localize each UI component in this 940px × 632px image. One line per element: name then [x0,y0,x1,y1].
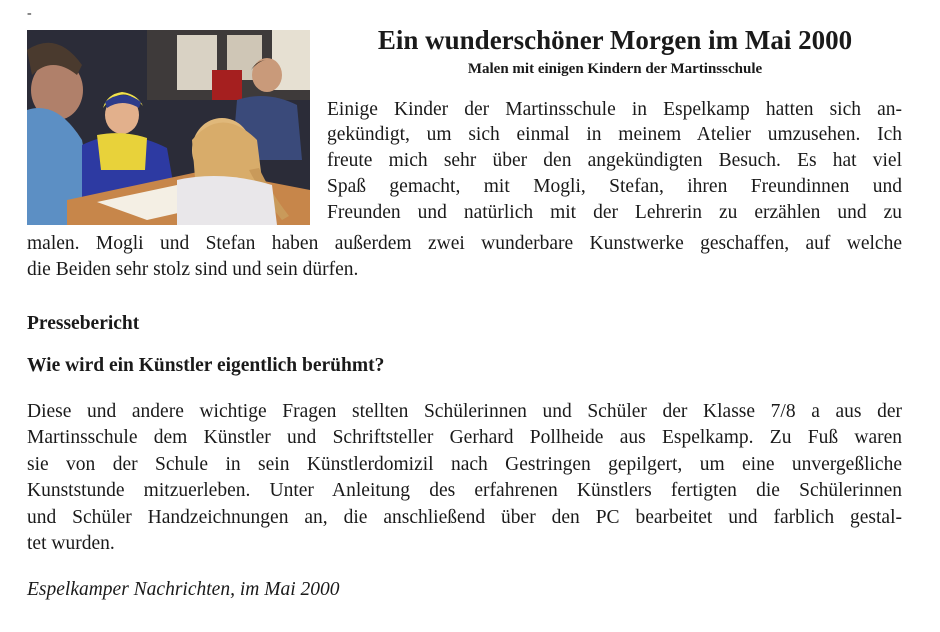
article-subtitle: Malen mit einigen Kindern der Martinsschule [467,61,763,77]
press-line: Kunststunde mitzuerleben. Unter Anleitung des erfahrenen Künstlers fertigten die Schülerinnen [27,480,902,501]
intro-line: die Beiden sehr stolz sind und sein dürfen. [27,259,359,280]
press-heading: Pressebericht [27,313,140,334]
intro-line: Spaß gemacht, mit Mogli, Stefan, ihren Freundinnen und [327,176,902,197]
intro-line: Einige Kinder der Martinsschule in Espelkamp hatten sich an- [327,99,902,120]
press-question: Wie wird ein Künstler eigentlich berühmt? [27,355,385,376]
classroom-photo [27,30,310,225]
press-line: Diese und andere wichtige Fragen stellten Schülerinnen und Schüler der Klasse 7/8 a aus der [27,401,902,422]
intro-line: freute mich sehr über den angekündigten Besuch. Es hat viel [327,150,902,171]
intro-line: Freunden und natürlich mit der Lehrerin zu erzählen und zu [327,202,902,223]
article-title: Ein wunderschöner Morgen im Mai 2000 [377,25,853,55]
intro-line: malen. Mogli und Stefan haben außerdem zwei wunderbare Kunstwerke geschaffen, auf welche [27,233,902,254]
press-line: tet wurden. [27,533,115,554]
intro-line: gekündigt, um sich einmal in meinem Atelier umzusehen. Ich [327,124,902,145]
press-line: und Schüler Handzeichnungen an, die anschließend über den PC bearbeitet und farblich gestal- [27,507,902,528]
press-line: sie von der Schule in sein Künstlerdomizil nach Gestringen gepilgert, um eine unvergeßliche [27,454,902,475]
press-source: Espelkamper Nachrichten, im Mai 2000 [27,579,340,600]
press-line: Martinsschule dem Künstler und Schriftsteller Gerhard Pollheide aus Espelkamp. Zu Fuß waren [27,427,902,448]
dash-marker: - [27,6,32,21]
